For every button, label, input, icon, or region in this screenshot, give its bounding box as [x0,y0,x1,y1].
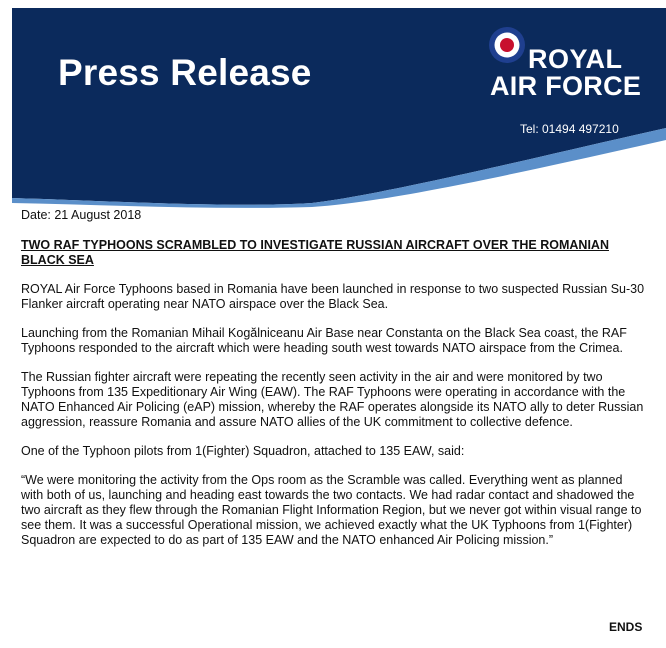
paragraph: ROYAL Air Force Typhoons based in Romania have been launched in response to two suspected Russian Su-30 Flanker aircraft operating near NATO airspace over the Black Sea. [21,282,645,311]
logo-text-royal: ROYAL [528,44,623,74]
press-release-body [21,208,647,562]
raf-logo [488,26,660,106]
roundel-icon [488,26,526,64]
paragraph: One of the Typhoon pilots from 1(Fighter) Squadron, attached to 135 EAW, said: [21,444,465,458]
headline: TWO RAF TYPHOONS SCRAMBLED TO INVESTIGATE RUSSIAN AIRCRAFT OVER THE ROMANIAN BLACK SEA [21,238,609,267]
page-title: Press Release [58,52,312,93]
paragraph: Launching from the Romanian Mihail Kogălniceanu Air Base near Constanta on the Black Sea coast, the RAF Typhoons responded to the aircraft which were heading south west towards NATO airspace from the Crimea. [21,326,627,355]
telephone-number: Tel: 01494 497210 [520,122,619,136]
release-date: Date: 21 August 2018 [21,208,142,222]
paragraph: The Russian fighter aircraft were repeating the recently seen activity in the air and were monitored by two Typhoons from 135 Expeditionary Air Wing (EAW). The RAF Typhoons were operating in accordance with the NATO Enhanced Air Policing (eAP) mission, whereby the RAF operates alongside its NATO ally to deter Russian aggression, reassure Romania and assure NATO allies of the UK commitment to collective defence. [21,370,644,429]
ends-marker: ENDS [609,620,643,634]
quote-paragraph: “We were monitoring the activity from the Ops room as the Scramble was called. Everything went as planned with both of us, launching and heading east towards the two contacts. We had radar contact and shadowed the two aircraft as they flew through the Romanian Flight Information Region, but we never got within visual range to see them. It was a successful Operational mission, we achieved exactly what the UK Typhoons from 1(Fighter) Squadron are expected to do as part of 135 EAW and the NATO enhanced Air Policing mission.” [21,473,642,547]
press-release-banner [12,8,666,208]
logo-text-air-force: AIR FORCE [490,71,642,101]
